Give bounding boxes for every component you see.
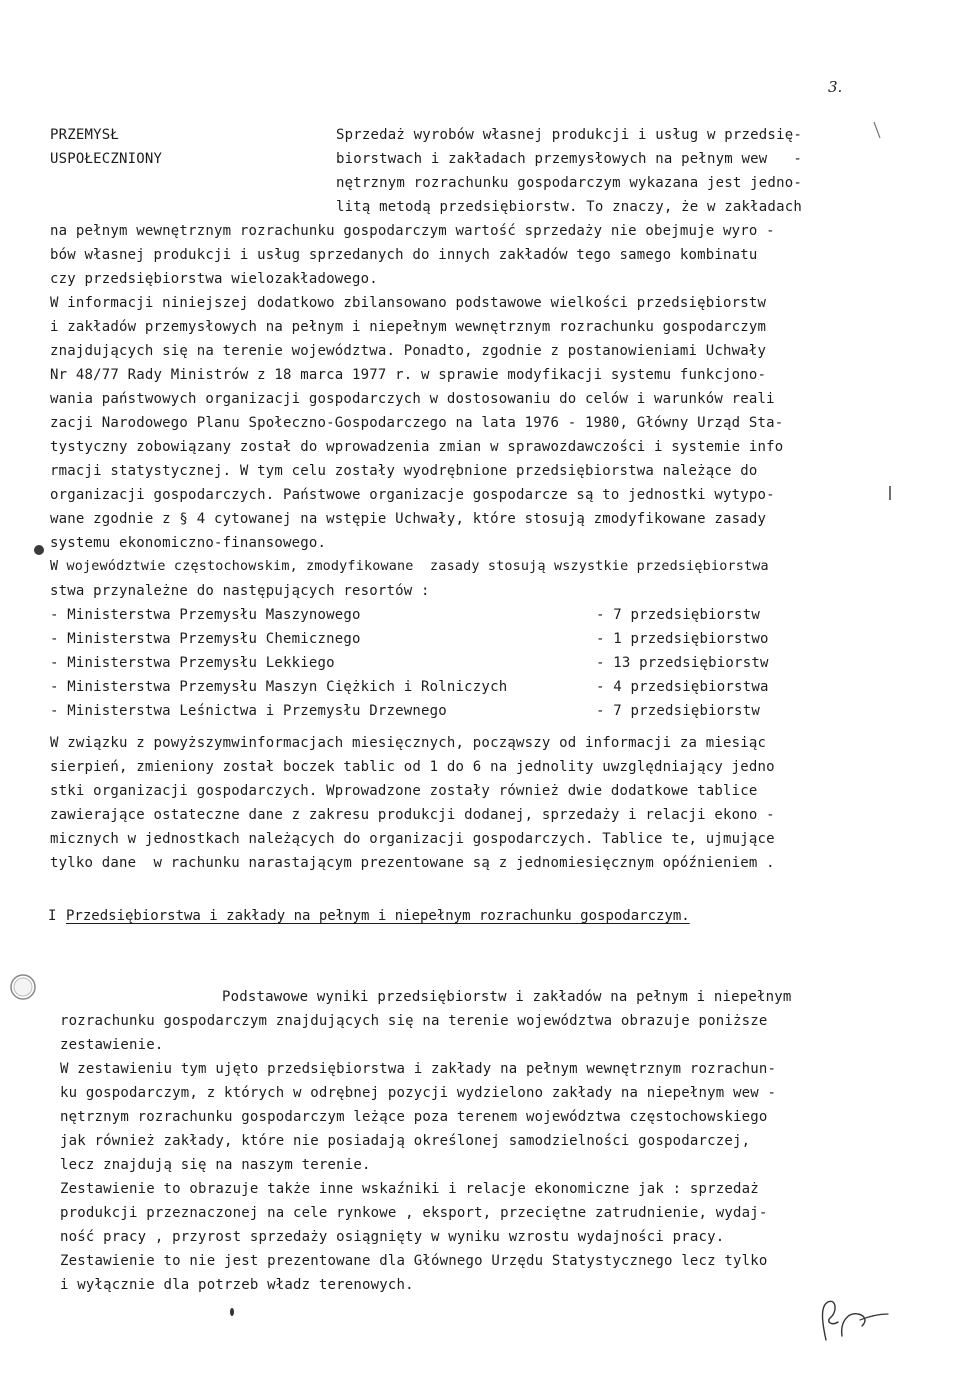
text-line: bów własnej produkcji i usług sprzedanych do innych zakładów tego samego kombinatu <box>50 247 758 263</box>
text-line: rmacji statystycznej. W tym celu zostały wyodrębnione przedsiębiorstwa należące do <box>50 463 758 479</box>
text-line: lecz znajdują się na naszym terenie. <box>60 1157 371 1173</box>
text-line: litą metodą przedsiębiorstw. To znaczy, że w zakładach <box>336 199 802 215</box>
text-line: Zestawienie to obrazuje także inne wskaźniki i relacje ekonomiczne jak : sprzedaż <box>60 1181 759 1197</box>
section-number: I <box>48 908 57 924</box>
margin-label-line-2: USPOŁECZNIONY <box>50 151 163 167</box>
text-line: i wyłącznie dla potrzeb władz terenowych. <box>60 1277 414 1293</box>
text-line: W województwie częstochowskim, zmodyfikowane zasady stosują wszystkie przedsiębiorstwa <box>50 559 769 574</box>
text-line: W zestawieniu tym ujęto przedsiębiorstwa i zakłady na pełnym wewnętrznym rozrachun- <box>60 1061 777 1077</box>
text-line: zacji Narodowego Planu Społeczno-Gospodarczego na lata 1976 - 1980, Główny Urząd Sta- <box>50 415 784 431</box>
text-line: stwa przynależne do następujących resortów : <box>50 583 430 599</box>
text-line: stki organizacji gospodarczych. Wprowadzone zostały również dwie dodatkowe tablice <box>50 783 758 799</box>
text-line: Nr 48/77 Rady Ministrów z 18 marca 1977 r. w sprawie modyfikacji systemu funkcjono- <box>50 367 767 383</box>
text-line: zawierające ostateczne dane z zakresu produkcji dodanej, sprzedaży i relacji ekono - <box>50 807 775 823</box>
text-line: zestawienie. <box>60 1037 164 1053</box>
text-line: W informacji niniejszej dodatkowo zbilansowano podstawowe wielkości przedsiębiorstw <box>50 295 767 311</box>
margin-mark-icon <box>886 484 894 502</box>
text-line: ku gospodarczym, z których w odrębnej pozycji wydzielono zakłady na niepełnym wew - <box>60 1085 777 1101</box>
text-line: wania państwowych organizacji gospodarczych w dostosowaniu do celów i warunków reali <box>50 391 775 407</box>
ministry-count: - 4 przedsiębiorstwa <box>596 679 769 695</box>
page-number: 3. <box>828 78 843 96</box>
text-line: Podstawowe wyniki przedsiębiorstw i zakładów na pełnym i niepełnym <box>222 989 792 1005</box>
text-line: rozrachunku gospodarczym znajdujących się na terenie województwa obrazuje poniższe <box>60 1013 768 1029</box>
text-line: biorstwach i zakładach przemysłowych na pełnym wew - <box>336 151 802 167</box>
text-line: wane zgodnie z § 4 cytowanej na wstępie Uchwały, które stosują zmodyfikowane zasady <box>50 511 767 527</box>
text-line: systemu ekonomiczno-finansowego. <box>50 535 327 551</box>
text-line: znajdujących się na terenie województwa. Ponadto, zgodnie z postanowieniami Uchwały <box>50 343 767 359</box>
ministry-count: - 7 przedsiębiorstw <box>596 607 760 623</box>
text-line: czy przedsiębiorstwa wielozakładowego. <box>50 271 378 287</box>
text-line: nętrznym rozrachunku gospodarczym leżące poza terenem województwa częstochowskiego <box>60 1109 768 1125</box>
ink-blot-icon <box>32 543 46 557</box>
text-line: Sprzedaż wyrobów własnej produkcji i usług w przedsię- <box>336 127 802 143</box>
text-line: ność pracy , przyrost sprzedaży osiągnięty w wyniku wzrostu wydajności pracy. <box>60 1229 725 1245</box>
margin-mark-icon <box>872 120 882 140</box>
ministry-count: - 13 przedsiębiorstw <box>596 655 769 671</box>
ministry-name: - Ministerstwa Przemysłu Lekkiego <box>50 655 335 671</box>
ministry-name: - Ministerstwa Przemysłu Maszyn Ciężkich i Rolniczych <box>50 679 508 695</box>
text-line: produkcji przeznaczonej na cele rynkowe , eksport, przeciętne zatrudnienie, wydaj- <box>60 1205 768 1221</box>
ministry-name: - Ministerstwa Przemysłu Maszynowego <box>50 607 361 623</box>
text-line: tylko dane w rachunku narastającym prezentowane są z jednomiesięcznym opóźnieniem . <box>50 855 775 871</box>
text-line: micznych w jednostkach należących do organizacji gospodarczych. Tablice te, ujmujące <box>50 831 775 847</box>
ministry-count: - 1 przedsiębiorstwo <box>596 631 769 647</box>
handwritten-initials-icon <box>812 1292 892 1352</box>
text-line: Zestawienie to nie jest prezentowane dla Głównego Urzędu Statystycznego lecz tylko <box>60 1253 768 1269</box>
ministry-name: - Ministerstwa Leśnictwa i Przemysłu Drzewnego <box>50 703 447 719</box>
text-line: jak również zakłady, które nie posiadają określonej samodzielności gospodarczej, <box>60 1133 751 1149</box>
section-title: Przedsiębiorstwa i zakłady na pełnym i niepełnym rozrachunku gospodarczym. <box>66 908 690 924</box>
text-line: W związku z powyższymwinformacjach miesięcznych, począwszy od informacji za miesiąc <box>50 735 767 751</box>
text-line: sierpień, zmieniony został boczek tablic od 1 do 6 na jednolity uwzględniający jedno <box>50 759 775 775</box>
punch-hole-icon <box>8 972 38 1002</box>
text-line: organizacji gospodarczych. Państwowe organizacje gospodarcze są to jednostki wytypo- <box>50 487 775 503</box>
text-line: nętrznym rozrachunku gospodarczym wykazana jest jedno- <box>336 175 802 191</box>
ministry-name: - Ministerstwa Przemysłu Chemicznego <box>50 631 361 647</box>
ministry-count: - 7 przedsiębiorstw <box>596 703 760 719</box>
text-line: na pełnym wewnętrznym rozrachunku gospodarczym wartość sprzedaży nie obejmuje wyro - <box>50 223 775 239</box>
text-line: i zakładów przemysłowych na pełnym i niepełnym wewnętrznym rozrachunku gospodarczym <box>50 319 767 335</box>
margin-label-line-1: PRZEMYSŁ <box>50 127 120 143</box>
ink-dot-icon <box>228 1307 236 1317</box>
text-line: tystyczny zobowiązany został do wprowadzenia zmian w sprawozdawczości i systemie info <box>50 439 784 455</box>
